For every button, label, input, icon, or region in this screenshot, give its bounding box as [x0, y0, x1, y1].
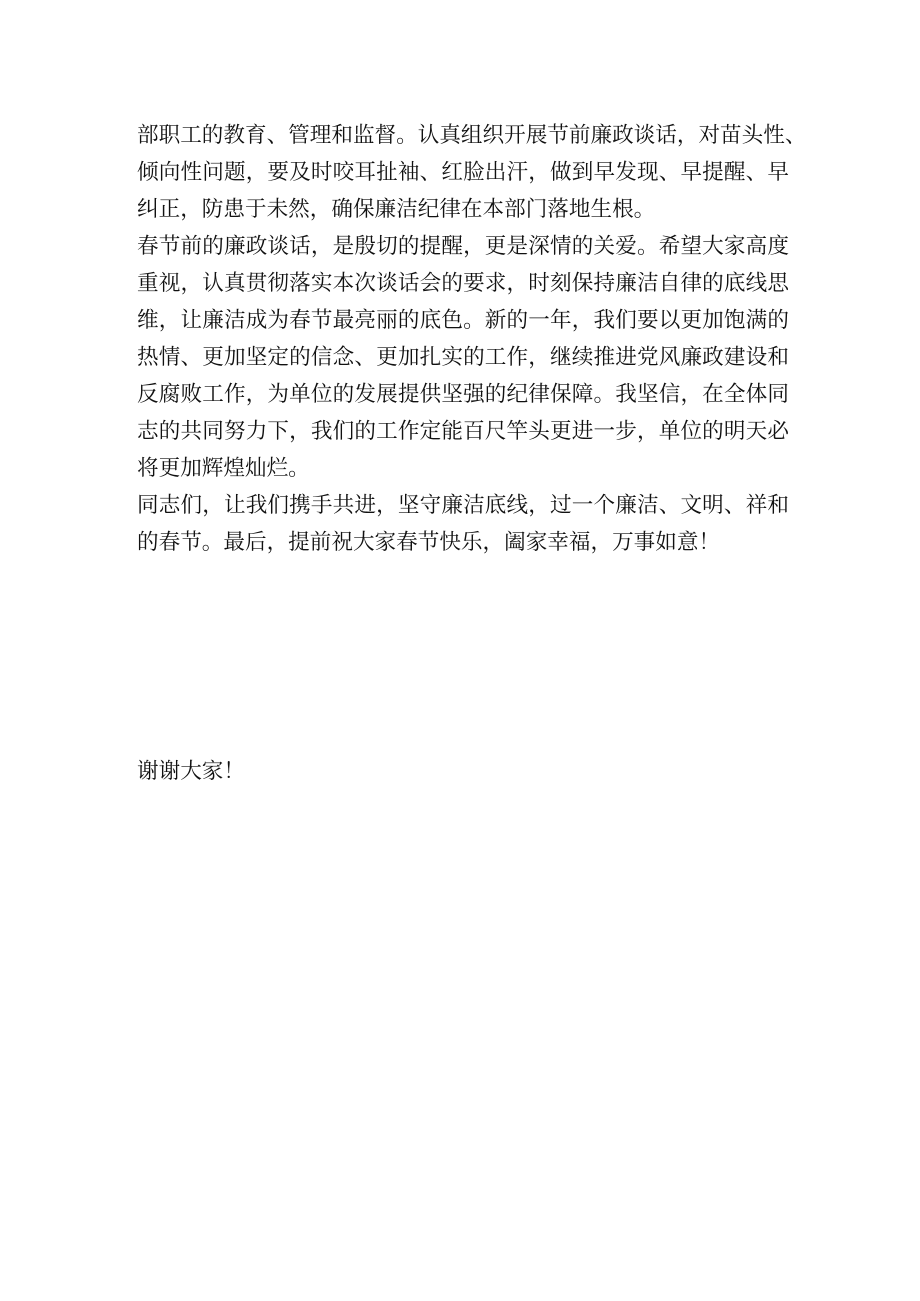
text-line: 纠正，防患于未然，确保廉洁纪律在本部门落地生根。 [137, 197, 656, 222]
text-line: 维，让廉洁成为春节最亮丽的底色。新的一年，我们要以更加饱满的 [137, 308, 789, 333]
text-line: 部职工的教育、管理和监督。认真组织开展节前廉政谈话，对苗头性、 [137, 123, 807, 148]
paragraph [137, 487, 789, 561]
text-line: 志的共同努力下，我们的工作定能百尺竿头更进一步，单位的明天必 [137, 419, 789, 444]
paragraph [137, 228, 789, 487]
closing-remark: 谢谢大家！ [137, 759, 245, 784]
text-line: 的春节。最后，提前祝大家春节快乐，阖家幸福，万事如意！ [137, 530, 721, 555]
text-line: 反腐败工作，为单位的发展提供坚强的纪律保障。我坚信，在全体同 [137, 382, 789, 407]
text-line: 春节前的廉政谈话，是殷切的提醒，更是深情的关爱。希望大家高度 [137, 234, 789, 259]
text-line: 同志们，让我们携手共进，坚守廉洁底线，过一个廉洁、文明、祥和 [137, 493, 789, 518]
text-line: 热情、更加坚定的信念、更加扎实的工作，继续推进党风廉政建设和 [137, 345, 789, 370]
text-line: 将更加辉煌灿烂。 [137, 456, 310, 481]
document-body [137, 117, 807, 561]
text-line: 倾向性问题，要及时咬耳扯袖、红脸出汗，做到早发现、早提醒、早 [137, 160, 789, 185]
text-line: 重视，认真贯彻落实本次谈话会的要求，时刻保持廉洁自律的底线思 [137, 271, 789, 296]
paragraph [137, 117, 807, 228]
